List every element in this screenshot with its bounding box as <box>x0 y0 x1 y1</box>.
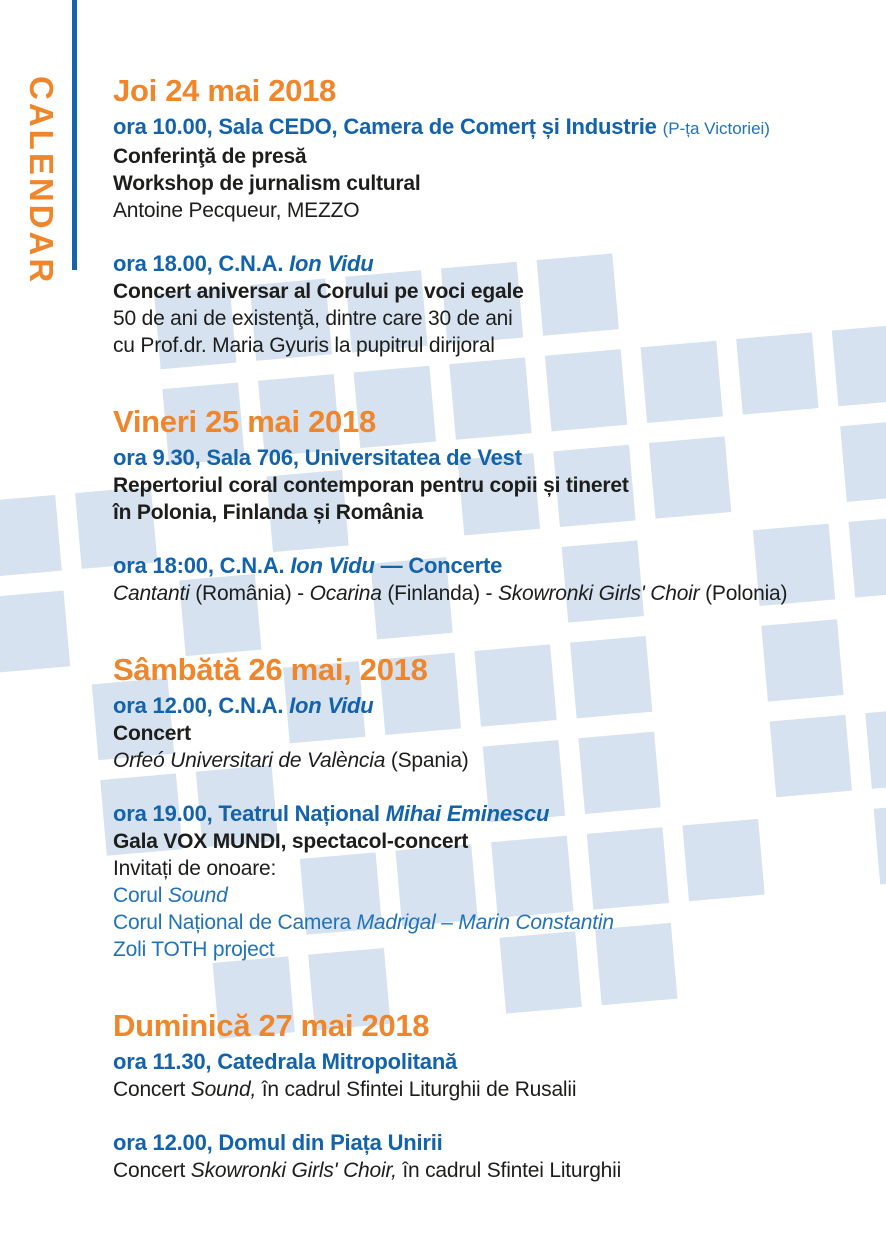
event-guest <box>113 882 874 909</box>
text-run: ora 11.30, Catedrala Mitropolitană <box>113 1049 458 1074</box>
mosaic-square <box>874 802 886 884</box>
text-run: ora 12.00, Domul din Piața Unirii <box>113 1130 443 1155</box>
text-run: Corul <box>113 884 168 907</box>
text-run: Conferinţă de presă <box>113 145 307 168</box>
text-run: Ion Vidu <box>290 553 375 578</box>
text-run: Cantanti <box>113 582 190 605</box>
event-detail <box>113 580 874 607</box>
text-run: ora 12.00, C.N.A. <box>113 693 290 718</box>
day-section <box>113 74 874 359</box>
event-guest <box>113 909 874 936</box>
day-section <box>113 405 874 607</box>
event-time-venue <box>113 800 874 828</box>
event-guest <box>113 936 874 963</box>
day-heading: Duminică 27 mai 2018 <box>113 1008 430 1043</box>
text-run: — Concerte <box>374 553 503 578</box>
text-run: în Polonia, Finlanda și România <box>113 501 424 524</box>
text-run: Madrigal – Marin Constantin <box>356 911 614 934</box>
mosaic-square <box>0 591 70 673</box>
text-run: (Spania) <box>385 749 469 772</box>
text-run: Orfeó Universitari de València <box>113 749 386 772</box>
event <box>113 1129 874 1184</box>
event-title <box>113 170 874 197</box>
event-time-venue <box>113 1129 874 1157</box>
text-run: Corul Național de Camera <box>113 911 357 934</box>
text-run: Gala VOX MUNDI, spectacol-concert <box>113 830 469 853</box>
text-run: Antoine Pecqueur, MEZZO <box>113 199 360 222</box>
text-run: (Polonia) <box>699 582 788 605</box>
text-run: Ocarina <box>309 582 382 605</box>
text-run: Mihai Eminescu <box>385 801 550 826</box>
day-section <box>113 1009 874 1184</box>
sidebar-calendar-label: CALENDAR <box>23 76 60 286</box>
text-run: ora 10.00, Sala CEDO, Camera de Comerț și Industrie <box>113 114 663 139</box>
mosaic-square <box>0 495 62 577</box>
event-time-venue <box>113 250 874 278</box>
event-time-venue <box>113 1048 874 1076</box>
event-detail <box>113 1157 874 1184</box>
event-title <box>113 720 874 747</box>
text-run: Invitați de onoare: <box>113 857 277 880</box>
text-run: ora 9.30, Sala 706, Universitatea de Vest <box>113 445 522 470</box>
text-run: Concert <box>113 722 191 745</box>
text-run: Skowronki Girls' Choir <box>497 582 700 605</box>
event-title <box>113 278 874 305</box>
event-detail <box>113 747 874 774</box>
event-detail <box>113 305 874 332</box>
day-heading: Sâmbătă 26 mai, 2018 <box>113 652 428 687</box>
event <box>113 250 874 359</box>
event-time-venue <box>113 444 874 472</box>
event-detail <box>113 197 874 224</box>
day-heading: Joi 24 mai 2018 <box>113 73 336 108</box>
event <box>113 444 874 526</box>
text-run: în cadrul Sfintei Liturghii <box>396 1159 622 1182</box>
event <box>113 692 874 774</box>
text-run: ora 18:00, C.N.A. <box>113 553 291 578</box>
text-run: Repertoriul coral contemporan pentru copii și tineret <box>113 474 629 497</box>
text-run: ora 18.00, C.N.A. <box>113 251 290 276</box>
text-run: Workshop de jurnalism cultural <box>113 172 421 195</box>
event <box>113 1048 874 1103</box>
event-title <box>113 828 874 855</box>
text-run: cu Prof.dr. Maria Gyuris la pupitrul dirijoral <box>113 334 495 357</box>
event-title <box>113 472 874 499</box>
events-list <box>113 74 874 1230</box>
text-run: (Finlanda) - <box>381 582 498 605</box>
text-run: (România) - <box>189 582 310 605</box>
text-run: 50 de ani de existenţă, dintre care 30 de ani <box>113 307 513 330</box>
day-section <box>113 653 874 963</box>
text-run: Sound, <box>190 1078 257 1101</box>
event-detail <box>113 1076 874 1103</box>
event-time-venue <box>113 552 874 580</box>
text-run: Skowronki Girls' Choir, <box>190 1159 397 1182</box>
event-title <box>113 143 874 170</box>
event-detail <box>113 855 874 882</box>
day-heading: Vineri 25 mai 2018 <box>113 404 376 439</box>
text-run: Concert aniversar al Corului pe voci egale <box>113 280 524 303</box>
text-run: Ion Vidu <box>289 693 374 718</box>
text-run: Zoli TOTH project <box>113 938 275 961</box>
text-run: Ion Vidu <box>289 251 374 276</box>
event <box>113 552 874 607</box>
text-run: Sound <box>167 884 228 907</box>
event-time-venue <box>113 692 874 720</box>
text-run: ora 19.00, Teatrul Național <box>113 801 386 826</box>
text-run: (P-ța Victoriei) <box>662 119 770 138</box>
sidebar-rule <box>72 0 77 270</box>
text-run: Concert <box>113 1159 191 1182</box>
event-detail <box>113 332 874 359</box>
event <box>113 113 874 224</box>
text-run: Concert <box>113 1078 191 1101</box>
event <box>113 800 874 963</box>
event-title <box>113 499 874 526</box>
event-time-venue <box>113 113 874 143</box>
text-run: în cadrul Sfintei Liturghii de Rusalii <box>256 1078 577 1101</box>
